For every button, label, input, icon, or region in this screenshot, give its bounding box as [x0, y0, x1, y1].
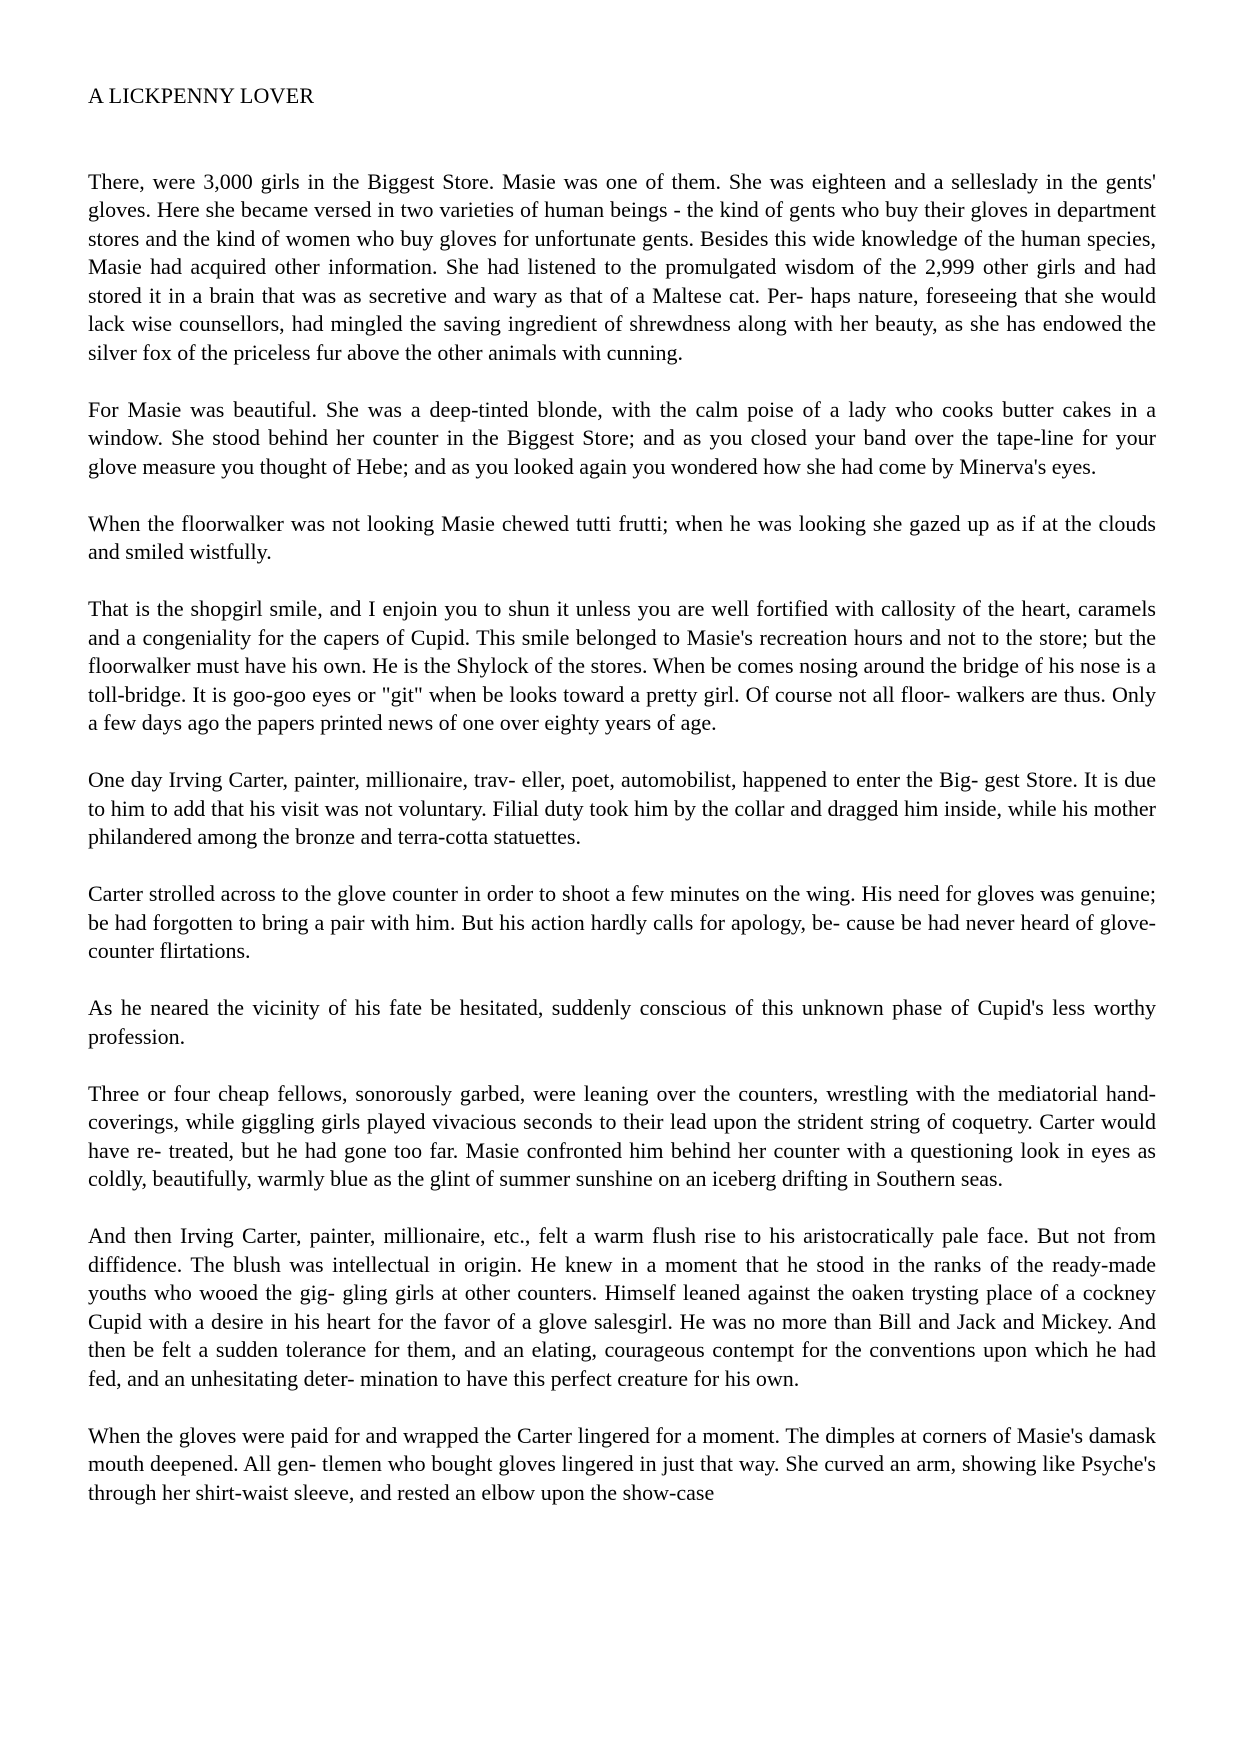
paragraph-8: Three or four cheap fellows, sonorously garbed, were leaning over the counters, wrestling with the mediatorial hand-coverings, while giggling girls played vivacious seconds to their lead upon the strident string of coquetry. Carter would have re- treated, but he had gone too far. Masie confronted him behind her counter with a questioning look in eyes as coldly, beautifully, warmly blue as the glint of summer sunshine on an iceberg drifting in Southern seas.: [88, 1080, 1156, 1191]
paragraph-2: For Masie was beautiful. She was a deep-tinted blonde, with the calm poise of a lady who cooks butter cakes in a window. She stood behind her counter in the Biggest Store; and as you closed your band over the tape-line for your glove measure you thought of Hebe; and as you looked again you wondered how she had come by Minerva's eyes.: [88, 396, 1156, 479]
paragraph-6: Carter strolled across to the glove counter in order to shoot a few minutes on the wing. His need for gloves was genuine; be had forgotten to bring a pair with him. But his action hardly calls for apology, be- cause be had never heard of glove-counter flirtations.: [88, 881, 1156, 963]
paragraph-5: One day Irving Carter, painter, millionaire, trav- eller, poet, automobilist, happened to enter the Big- gest Store. It is due to him to add that his visit was not voluntary. Filial duty took him by the collar and dragged him inside, while his mother philandered among the bronze and terra-cotta statuettes.: [88, 767, 1156, 849]
paragraph-10: When the gloves were paid for and wrapped the Carter lingered for a moment. The dimples at corners of Masie's damask mouth deepened. All gen- tlemen who bought gloves lingered in just that way. She curved an arm, showing like Psyche's through her shirt-waist sleeve, and rested an elbow upon the show-case: [88, 1422, 1156, 1505]
paragraph-1: There, were 3,000 girls in the Biggest Store. Masie was one of them. She was eighteen and a selleslady in the gents' gloves. Here she became versed in two varieties of human beings - the kind of gents who buy their gloves in department stores and the kind of women who buy gloves for unfortunate gents. Besides this wide knowledge of the human species, Masie had acquired other information. She had listened to the promulgated wisdom of the 2,999 other girls and had stored it in a brain that was as secretive and wary as that of a Maltese cat. Per- haps nature, foreseeing that she would lack wise counsellors, had mingled the saving ingredient of shrewdness along with her beauty, as she has endowed the silver fox of the priceless fur above the other animals with cunning.: [88, 168, 1156, 365]
paragraph-3: When the floorwalker was not looking Masie chewed tutti frutti; when he was looking she gazed up as if at the clouds and smiled wistfully.: [88, 510, 1156, 564]
paragraph-4: That is the shopgirl smile, and I enjoin you to shun it unless you are well fortified with callosity of the heart, caramels and a congeniality for the capers of Cupid. This smile belonged to Masie's recreation hours and not to the store; but the floorwalker must have his own. He is the Shylock of the stores. When be comes nosing around the bridge of his nose is a toll-bridge. It is goo-goo eyes or "git" when be looks toward a pretty girl. Of course not all floor- walkers are thus. Only a few days ago the papers printed news of one over eighty years of age.: [88, 596, 1156, 735]
document-page: [88, 82, 1156, 1507]
paragraph-7: As he neared the vicinity of his fate be hesitated, suddenly conscious of this unknown phase of Cupid's less worthy profession.: [88, 995, 1156, 1049]
paragraph-9: And then Irving Carter, painter, millionaire, etc., felt a warm flush rise to his aristocratically pale face. But not from diffidence. The blush was intellectual in origin. He knew in a moment that he stood in the ranks of the ready-made youths who wooed the gig- gling girls at other counters. Himself leaned against the oaken trysting place of a cockney Cupid with a desire in his heart for the favor of a glove salesgirl. He was no more than Bill and Jack and Mickey. And then be felt a sudden tolerance for them, and an elating, courageous contempt for the conventions upon which he had fed, and an unhesitating deter- mination to have this perfect creature for his own.: [88, 1223, 1156, 1391]
document-title: A LICKPENNY LOVER: [88, 83, 315, 108]
